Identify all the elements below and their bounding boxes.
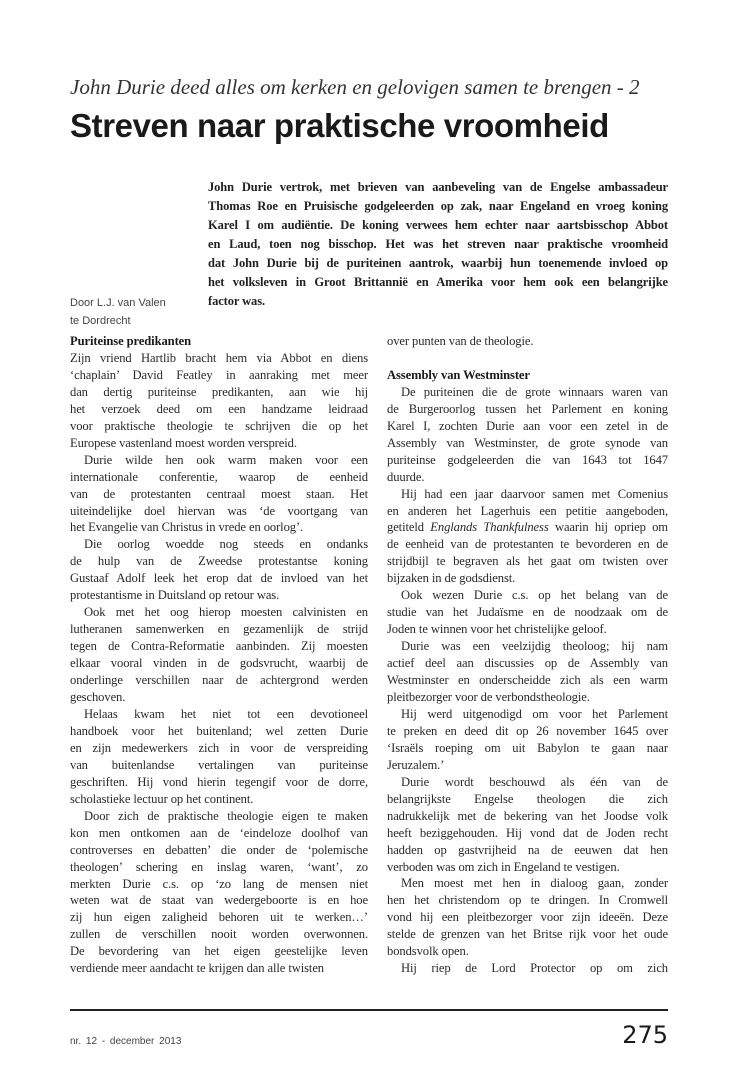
text-line: Thomas Roe en Pruisische godgeleerden op zak, naar Engeland en vroeg koning	[208, 199, 668, 213]
text-segment: getiteld	[387, 520, 431, 535]
text-line: De puriteinen die de grote winnaars waren van	[401, 384, 668, 399]
text-segment: waarin hij opriep om	[548, 520, 668, 535]
article-kicker: John Durie deed alles om kerken en gelovigen samen te brengen - 2	[70, 75, 640, 99]
paragraph	[387, 960, 668, 977]
text-line: John Durie vertrok, met brieven van aanbeveling van de Engelse ambassadeur	[208, 180, 668, 194]
text-line: Ook wezen Durie c.s. op het belang van de	[401, 588, 668, 603]
text-line: protestantisme in Duitsland op retour was.	[70, 588, 280, 603]
page-number: 275	[622, 1021, 668, 1049]
text-line: De bevordering van het eigen geestelijke leven	[70, 944, 368, 959]
text-line: van de protestanten centraal moest staan. Het	[70, 486, 368, 501]
text-line: en zijn medewerkers zich in voor de verspreiding	[70, 740, 368, 755]
text-line: bondsvolk open.	[387, 944, 469, 959]
text-line: handboek voor het buitenland; wel zetten Durie	[70, 723, 368, 738]
paragraph	[70, 452, 368, 537]
text-line: belangrijkste Engelse theologen die zich	[387, 791, 668, 806]
text-line: duurde.	[387, 469, 425, 484]
text-line: Westminster en onderscheidde zich als een warm	[387, 673, 668, 688]
byline	[70, 294, 200, 330]
text-line: Die oorlog woedde nog steeds en ondanks	[84, 537, 368, 552]
text-line: pleitbezorger voor de verbondstheologie.	[387, 690, 590, 704]
text-line: voor praktische theologie te schrijven die op het	[70, 418, 368, 433]
text-line: actief deel aan discussies op de Assembly van	[387, 656, 668, 671]
issue-info: nr. 12 - december 2013	[70, 1036, 182, 1047]
text-line: ‘chaplain’ David Featley in aanraking met meer	[70, 367, 368, 382]
paragraph	[387, 774, 668, 876]
text-line: bijzaken in de godsdienst.	[387, 571, 516, 586]
text-line: stelde de grenzen van het Britse rijk voor het oude	[387, 927, 668, 942]
text-line: Durie was een veelzijdig theoloog; hij nam	[401, 639, 668, 654]
text-line: het verzoek deed om een handzame leidraad	[70, 401, 368, 416]
paragraph	[387, 384, 668, 486]
text-line: Helaas kwam het niet tot een devotioneel	[84, 706, 368, 721]
text-line: en anderen het Lagerhuis een petitie aangeboden,	[387, 503, 668, 518]
text-line: Hij had een jaar daarvoor samen met Comenius	[401, 486, 668, 501]
text-line: geschriften. Hij vond hierin tegengif voor de dorre,	[70, 774, 368, 789]
left-column	[70, 333, 368, 977]
paragraph	[70, 536, 368, 604]
text-line: Hij riep de Lord Protector op om zich	[401, 961, 668, 976]
text-line: ‘Israëls roeping om uit Babylon te gaan naar	[387, 740, 668, 755]
paragraph	[387, 486, 668, 588]
spacer	[387, 350, 668, 367]
paragraph	[387, 587, 668, 638]
text-line: Durie wilde hen ook warm maken voor een	[84, 452, 368, 467]
text-line: onderlinge verschillen naar de achtergrond werden	[70, 673, 368, 688]
text-line: studie van het Judaïsme en de noodzaak om de	[387, 605, 668, 620]
text-line: te preken en deed dit op 26 november 1645 over	[387, 723, 668, 738]
text-line: Europese vastenland moest worden verspreid.	[70, 435, 297, 450]
text-line: vond hij een pleitbezorger voor zijn ideeën. Deze	[387, 910, 668, 925]
text-line: dan dertig puriteinse predikanten, aan wie hij	[70, 384, 368, 399]
text-line: Men moest met hen in dialoog gaan, zonder	[401, 876, 668, 891]
text-line: Durie wordt beschouwd als één van de	[401, 774, 668, 789]
text-line: Jeruzalem.’	[387, 757, 445, 772]
text-line: nadrukkelijk met de bekering van het Joodse volk	[387, 808, 668, 823]
section-heading: Puriteinse predikanten	[70, 334, 192, 348]
text-line: het Evangelie van Christus in vrede en oorlog’.	[70, 520, 304, 535]
text-line: weten wat de staat van wedergeboorte is en hoe	[70, 893, 368, 908]
text-line: de eenheid van de protestanten te bevorderen en de	[387, 537, 668, 552]
text-line: het volksleven in Groot Brittannië en Amerika voor hem ook een belangrijke	[208, 275, 668, 289]
text-line: strijdbijl te begraven als het gaat om twisten over	[387, 554, 668, 569]
paragraph	[387, 638, 668, 706]
text-line: verboden was om zich in Engeland te vestigen.	[387, 859, 620, 874]
paragraph	[70, 604, 368, 706]
italic-title: Englands Thankfulness	[430, 520, 549, 535]
article-title: Streven naar praktische vroomheid	[70, 107, 609, 144]
text-line: van buitenlandse vertalingen van puriteinse	[70, 757, 368, 772]
text-line: puriteinse godgeleerden die van 1643 tot 1647	[387, 452, 668, 467]
paragraph	[70, 808, 368, 978]
text-line: theologen’ schering en inslag waren, ‘want’, zo	[70, 859, 368, 874]
text-line: hen het christendom op te dringen. In Cromwell	[387, 893, 668, 908]
text-line	[387, 519, 668, 536]
article-intro	[208, 178, 668, 311]
text-line: Gustaaf Adolf leek het erop dat de invloed van het	[70, 571, 368, 586]
text-line: Ook met het oog hierop moesten calvinisten en	[84, 605, 368, 620]
text-line: Joden te winnen voor het christelijke geloof.	[387, 622, 607, 637]
text-line: de hulp van de Zweedse protestantse koning	[70, 554, 368, 569]
section-heading: Assembly van Westminster	[387, 367, 530, 382]
paragraph	[70, 350, 368, 452]
text-line: controverses en debatten’ die onder de ‘polemische	[70, 842, 368, 857]
text-line: scholastieke lectuur op het continent.	[70, 791, 254, 806]
byline-place: te Dordrecht	[70, 315, 131, 327]
paragraph	[387, 706, 668, 774]
right-column	[387, 333, 668, 977]
text-line: Karel I, zochten Durie aan voor een zetel in de	[387, 418, 668, 433]
text-line: Karel I om audiëntie. De koning verwees hem echter naar aartsbisschop Abbot	[208, 218, 668, 232]
byline-author: Door L.J. van Valen	[70, 297, 166, 309]
text-line: zullen de verschillen nooit worden overwonnen.	[70, 927, 368, 942]
paragraph	[387, 875, 668, 960]
text-line: factor was.	[208, 294, 265, 308]
text-line: Zijn vriend Hartlib bracht hem via Abbot en diens	[70, 350, 368, 365]
text-line: de Burgeroorlog tussen het Parlement en koning	[387, 401, 668, 416]
footer-divider	[70, 1009, 668, 1011]
text-line: Door zich de praktische theologie eigen te maken	[84, 808, 368, 823]
text-line: heeft beziggehouden. Hij vond dat de Joden recht	[387, 825, 668, 840]
text-line: uiteindelijke doel hiervan was ‘de voortgang van	[70, 503, 368, 518]
text-line: internationale conferentie, waarop de eenheid	[70, 469, 368, 484]
text-line: verdiende meer aandacht te krijgen dan alle twisten	[70, 961, 325, 976]
text-line: lutheranen samenwerken en gezamenlijk de strijd	[70, 622, 368, 637]
text-line: hadden op gastvrijheid na de eeuwen dat hen	[387, 842, 668, 857]
text-line: zij hun eigen zaligheid behoren uit te werken…’	[70, 910, 368, 925]
text-line: Hij werd uitgenodigd om voor het Parlement	[401, 706, 668, 721]
text-line: over punten van de theologie.	[387, 334, 534, 348]
paragraph	[70, 706, 368, 808]
text-line: merkten Durie c.s. op ‘zo lang de mensen niet	[70, 876, 368, 891]
text-line: kon men ontkomen aan de ‘eindeloze doolhof van	[70, 825, 368, 840]
text-line: en Laud, toen nog bisschop. Het was het streven naar praktische vroomheid	[208, 237, 668, 251]
text-line: dat John Durie bij de puriteinen aantrok, waarbij hun toenemende invloed op	[208, 256, 668, 270]
text-line: elkaar vooral vinden in de godsvrucht, waarbij de	[70, 656, 368, 671]
text-line: geschoven.	[70, 690, 126, 705]
text-line: Assembly van Westminster, de grote synode van	[387, 435, 668, 450]
text-line: tegen de Contra-Reformatie aanbinden. Zij moesten	[70, 639, 368, 654]
